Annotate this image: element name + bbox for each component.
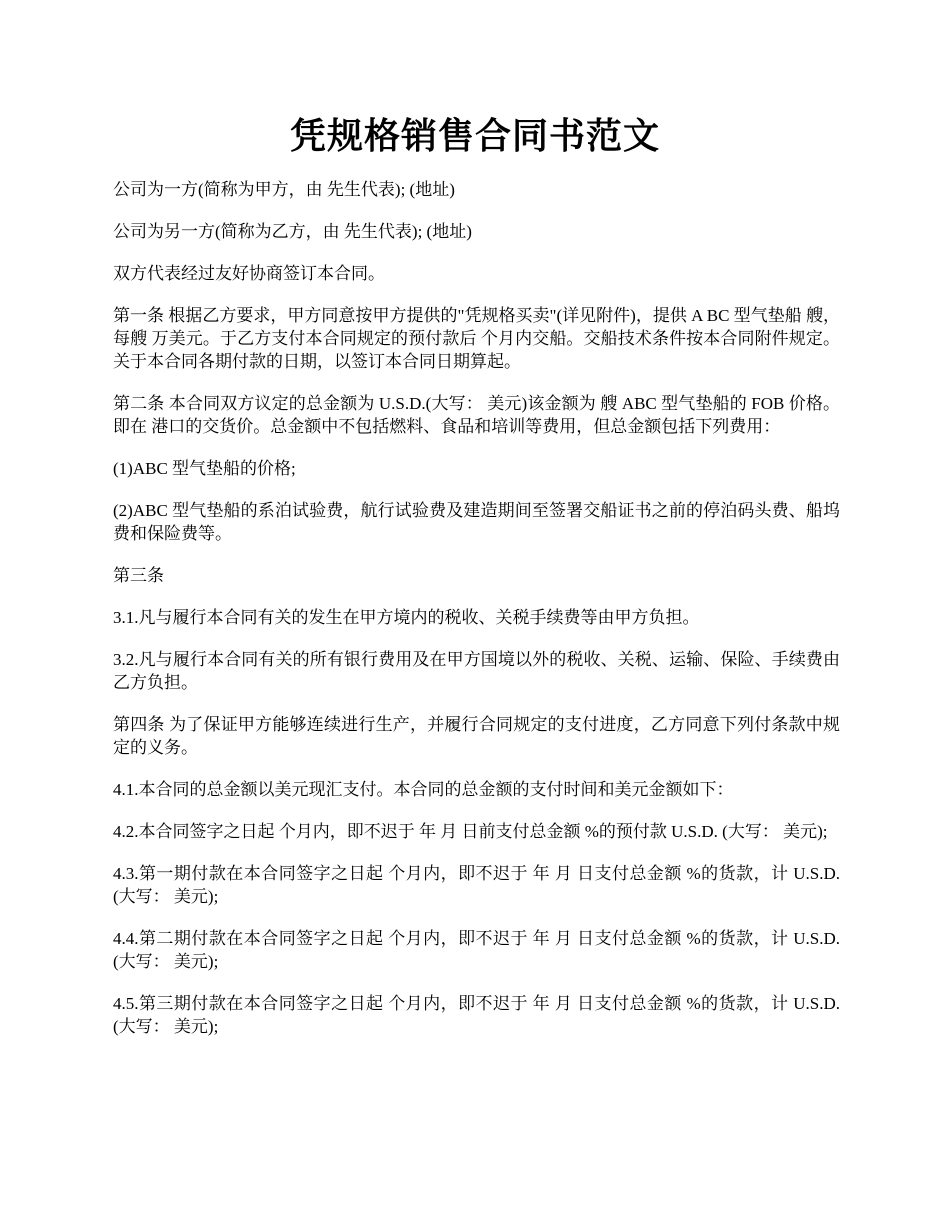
article-2: 第二条 本合同双方议定的总金额为 U.S.D.(大写： 美元)该金额为 艘 ABC 型气垫船的 FOB 价格。即在 港口的交货价。总金额中不包括燃料、食品和培训等费用，但总金额包括下列费用： (113, 394, 840, 436)
clause-4-5: 4.5.第三期付款在本合同签字之日起 个月内，即不迟于 年 月 日支付总金额 %的货款，计 U.S.D. (大写： 美元); (113, 994, 840, 1036)
article-2-item-1: (1)ABC 型气垫船的价格; (113, 459, 296, 478)
clause-3-2: 3.2.凡与履行本合同有关的所有银行费用及在甲方国境以外的税收、关税、运输、保险、手续费由乙方负担。 (113, 650, 840, 692)
clause-4-1: 4.1.本合同的总金额以美元现汇支付。本合同的总金额的支付时间和美元金额如下： (113, 780, 734, 799)
clause-4-4: 4.4.第二期付款在本合同签字之日起 个月内，即不迟于 年 月 日支付总金额 %的货款，计 U.S.D. (大写： 美元); (113, 929, 840, 971)
clause-3-1: 3.1.凡与履行本合同有关的发生在甲方境内的税收、关税手续费等由甲方负担。 (113, 608, 700, 627)
article-1: 第一条 根据乙方要求，甲方同意按甲方提供的"凭规格买卖"(详见附件)，提供 A BC 型气垫船 艘，每艘 万美元。于乙方支付本合同规定的预付款后 个月内交船。交船技术条件按本合同附件规定。关于本合同各期付款的日期，以签订本合同日期算起。 (113, 306, 840, 371)
clause-4-3: 4.3.第一期付款在本合同签字之日起 个月内，即不迟于 年 月 日支付总金额 %的货款，计 U.S.D. (大写： 美元); (113, 864, 840, 906)
article-4: 第四条 为了保证甲方能够连续进行生产，并履行合同规定的支付进度，乙方同意下列付条款中规定的义务。 (113, 715, 840, 757)
document-title: 凭规格销售合同书范文 (289, 116, 660, 156)
article-3-heading: 第三条 (113, 566, 164, 585)
document-body (113, 178, 840, 1057)
party-a-line: 公司为一方(简称为甲方，由 先生代表); (地址) (113, 180, 455, 199)
agreement-statement: 双方代表经过友好协商签订本合同。 (113, 264, 385, 283)
clause-4-2: 4.2.本合同签字之日起 个月内，即不迟于 年 月 日前支付总金额 %的预付款 U.S.D. (大写： 美元); (113, 822, 828, 841)
party-b-line: 公司为另一方(简称为乙方，由 先生代表); (地址) (113, 222, 472, 241)
article-2-item-2: (2)ABC 型气垫船的系泊试验费，航行试验费及建造期间至签署交船证书之前的停泊码头费、船坞费和保险费等。 (113, 501, 840, 543)
